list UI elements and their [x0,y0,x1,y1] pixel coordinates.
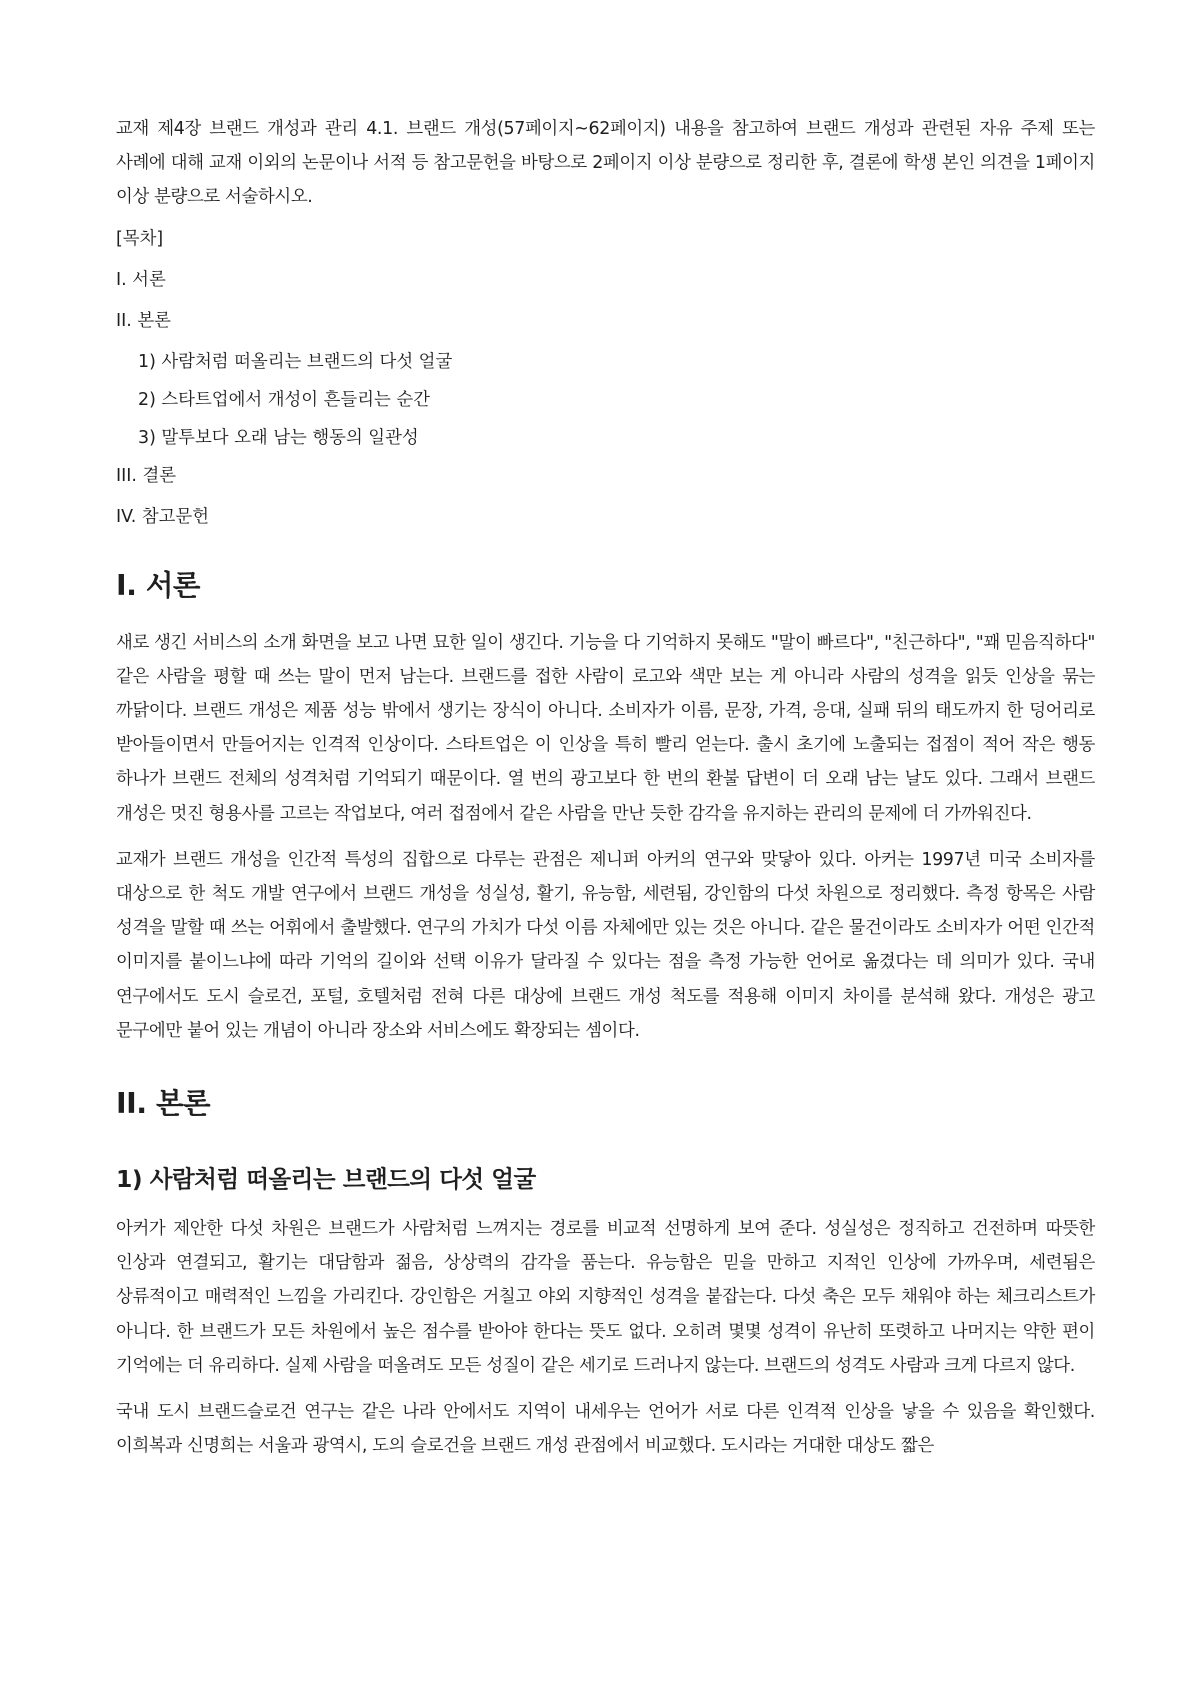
toc-item-conclusion: III. 결론 [116,465,177,486]
toc-item-body: II. 본론 [116,310,171,331]
section-heading-intro: I. 서론 [116,568,200,602]
toc-item-references: IV. 참고문헌 [116,506,210,527]
body-paragraph-1: 아커가 제안한 다섯 차원은 브랜드가 사람처럼 느껴지는 경로를 비교적 선명하게 보여 준다. 성실성은 정직하고 건전하며 따뜻한 인상과 연결되고, 활기는 대담함과 젊음, 상상력의 감각을 품는다. 유능함은 믿을 만하고 지적인 인상에 가까우며, 세련됨은 상류적이고 매력적인 느낌을 가리킨다. 강인함은 거칠고 야외 지향적인 성격을 붙잡는다. 다섯 축은 모두 채워야 하는 체크리스트가 아니다. 한 브랜드가 모든 차원에서 높은 점수를 받아야 한다는 뜻도 없다. 오히려 몇몇 성격이 유난히 또렷하고 나머지는 약한 편이 기억에는 더 유리하다. 실제 사람을 떠올려도 모든 성질이 같은 세기로 드러나지 않는다. 브랜드의 성격도 사람과 크게 다르지 않다. [116,1219,1095,1376]
intro-paragraph-2: 교재가 브랜드 개성을 인간적 특성의 집합으로 다루는 관점은 제니퍼 아커의 연구와 맞닿아 있다. 아커는 1997년 미국 소비자를 대상으로 한 척도 개발 연구에서 브랜드 개성을 성실성, 활기, 유능함, 세련됨, 강인함의 다섯 차원으로 정리했다. 측정 항목은 사람 성격을 말할 때 쓰는 어휘에서 출발했다. 연구의 가치가 다섯 이름 자체에만 있는 것은 아니다. 같은 물건이라도 소비자가 어떤 인간적 이미지를 붙이느냐에 따라 기억의 길이와 선택 이유가 달라질 수 있다는 점을 측정 가능한 언어로 옮겼다는 데 의미가 있다. 국내 연구에서도 도시 슬로건, 포털, 호텔처럼 전혀 다른 대상에 브랜드 개성 척도를 적용해 이미지 차이를 분석해 왔다. 개성은 광고 문구에만 붙어 있는 개념이 아니라 장소와 서비스에도 확장되는 셈이다. [116,849,1095,1041]
toc-item-body-2: 2) 스타트업에서 개성이 흔들리는 순간 [138,389,430,410]
section-heading-body: II. 본론 [116,1087,211,1121]
subsection-heading-1: 1) 사람처럼 떠올리는 브랜드의 다섯 얼굴 [116,1165,536,1194]
toc-item-body-3: 3) 말투보다 오래 남는 행동의 일관성 [138,427,419,448]
toc-heading: [목차] [116,228,164,249]
intro-paragraph-1: 새로 생긴 서비스의 소개 화면을 보고 나면 묘한 일이 생긴다. 기능을 다 기억하지 못해도 "말이 빠르다", "친근하다", "꽤 믿음직하다" 같은 사람을 평할 때 쓰는 말이 먼저 남는다. 브랜드를 접한 사람이 로고와 색만 보는 게 아니라 사람의 성격을 읽듯 인상을 묶는 까닭이다. 브랜드 개성은 제품 성능 밖에서 생기는 장식이 아니다. 소비자가 이름, 문장, 가격, 응대, 실패 뒤의 태도까지 한 덩어리로 받아들이면서 만들어지는 인격적 인상이다. 스타트업은 이 인상을 특히 빨리 얻는다. 출시 초기에 노출되는 접점이 적어 작은 행동 하나가 브랜드 전체의 성격처럼 기억되기 때문이다. 열 번의 광고보다 한 번의 환불 답변이 더 오래 남는 날도 있다. 그래서 브랜드 개성은 멋진 형용사를 고르는 작업보다, 여러 접점에서 같은 사람을 만난 듯한 감각을 유지하는 관리의 문제에 더 가까워진다. [116,632,1095,824]
table-of-contents [116,227,1095,530]
assignment-prompt: 교재 제4장 브랜드 개성과 관리 4.1. 브랜드 개성(57페이지~62페이지) 내용을 참고하여 브랜드 개성과 관련된 자유 주제 또는 사례에 대해 교재 이외의 논문이나 서적 등 참고문헌을 바탕으로 2페이지 이상 분량으로 정리한 후, 결론에 학생 본인 의견을 1페이지 이상 분량으로 서술하시오. [116,119,1095,208]
body-paragraph-2: 국내 도시 브랜드슬로건 연구는 같은 나라 안에서도 지역이 내세우는 언어가 서로 다른 인격적 인상을 낳을 수 있음을 확인했다. 이희복과 신명희는 서울과 광역시, 도의 슬로건을 브랜드 개성 관점에서 비교했다. 도시라는 거대한 대상도 짧은 [116,1402,1095,1457]
toc-item-intro: I. 서론 [116,269,166,290]
toc-item-body-1: 1) 사람처럼 떠올리는 브랜드의 다섯 얼굴 [138,351,453,372]
